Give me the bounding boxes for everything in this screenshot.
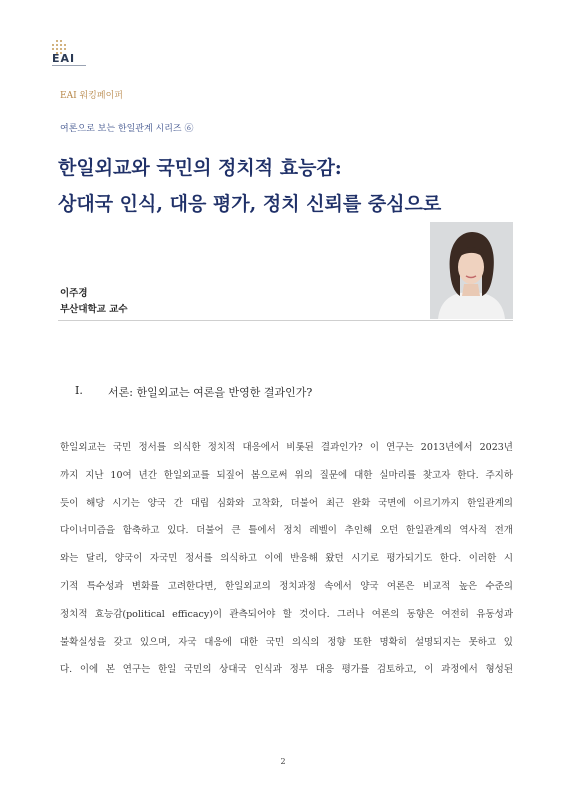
- author-portrait-icon: [430, 222, 513, 319]
- body-line: 기적 특수성과 변화를 고려한다면, 한일외교의 정치과정 속에서 양국 여론은 비교적 높은 수준의: [60, 580, 513, 592]
- body-line: 와는 달리, 양국이 자국민 정서를 의식하고 이에 반응해 왔던 시기로 평가되기도 한다. 이러한 시: [60, 553, 513, 565]
- body-line: 다이너미즘을 함축하고 있다. 더불어 큰 틀에서 정치 레벨이 추인해 오던 한일관계의 역사적 전개: [60, 525, 513, 537]
- series-kicker: EAI 워킹페이퍼: [60, 91, 123, 101]
- body-paragraph: [60, 434, 513, 684]
- body-line: 까지 지난 10여 년간 한일외교를 되짚어 봄으로써 위의 질문에 대한 실마리를 찾고자 한다. 주지하: [60, 469, 513, 481]
- section-number: I.: [75, 384, 83, 397]
- header-divider: [58, 320, 513, 321]
- page-title: [58, 150, 478, 222]
- author-affiliation: 부산대학교 교수: [60, 304, 128, 315]
- logo-text: EAI: [52, 52, 76, 65]
- eai-logo: [52, 40, 96, 66]
- body-line: 정치적 효능감(political efficacy)이 관측되어야 할 것이다. 그러나 여론의 동향은 여전히 유동성과: [60, 608, 513, 620]
- body-line: 듯이 해당 시기는 양국 간 대립 심화와 고착화, 더불어 최근 완화 국면에 이르기까지 한일관계의: [60, 497, 513, 509]
- logo-underline: [52, 65, 86, 66]
- author-name: 이주경: [60, 288, 88, 299]
- author-photo: [430, 222, 513, 319]
- page-number: 2: [280, 757, 286, 766]
- body-line: 불확실성을 갖고 있으며, 자국 대응에 대한 국민 의식의 정향 또한 명확히 설명되지는 못하고 있: [60, 636, 513, 648]
- title-line-2: 상대국 인식, 대응 평가, 정치 신뢰를 중심으로: [58, 193, 442, 215]
- section-heading: 서론: 한일외교는 여론을 반영한 결과인가?: [108, 386, 313, 399]
- body-line: 다. 이에 본 연구는 한일 국민의 상대국 인식과 정부 대응 평가를 검토하고, 이 과정에서 형성된: [60, 664, 513, 676]
- title-line-1: 한일외교와 국민의 정치적 효능감:: [58, 157, 342, 179]
- series-name: 여론으로 보는 한일관계 시리즈 ⑥: [60, 124, 194, 134]
- body-line: 한일외교는 국민 정서를 의식한 정치적 대응에서 비롯된 결과인가? 이 연구는 2013년에서 2023년: [60, 442, 513, 453]
